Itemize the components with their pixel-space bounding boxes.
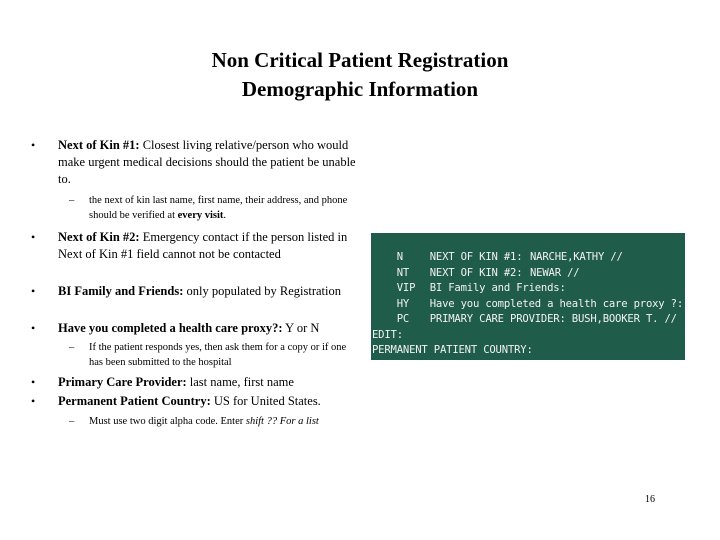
bullet-dot-icon: • — [31, 230, 36, 244]
bullet-label: Next of Kin #2: — [58, 230, 140, 244]
bullet-text: Emergency contact if the person listed in Next of Kin #1 field cannot not be contacted — [58, 230, 348, 261]
bullet-dot-icon: • — [31, 138, 36, 152]
bullet-primary-care-provider — [31, 374, 358, 391]
bullet-text: Y or N — [282, 321, 320, 335]
bullet-label: BI Family and Friends: — [58, 284, 184, 298]
bullet-text: Closest living relative/person who would make urgent medical decisions should the patient be unable to. — [58, 138, 356, 186]
bullet-permanent-country — [31, 393, 358, 410]
bullet-next-of-kin-2 — [31, 229, 358, 263]
terminal-label: NEXT OF KIN #1: — [429, 250, 523, 263]
bullet-dot-icon: • — [31, 284, 36, 298]
bullet-text: US for United States. — [210, 394, 321, 408]
sub-text-end: . — [223, 210, 227, 221]
terminal-value: NARCHE,KATHY // — [530, 250, 623, 263]
sub-bullet-next-of-kin-1 — [69, 193, 359, 223]
bullet-label: Have you completed a health care proxy?: — [58, 321, 283, 335]
bullet-text: only populated by Registration — [183, 284, 341, 298]
bullet-bi-family — [31, 283, 358, 300]
sub-text-bold: every visit — [177, 210, 224, 221]
sub-text: Must use two digit alpha code. Enter — [89, 416, 246, 427]
terminal-screen — [371, 233, 685, 360]
bullet-dot-icon: • — [31, 321, 36, 335]
terminal-code: HY — [396, 297, 410, 310]
sub-bullet-proxy — [69, 340, 359, 370]
sub-bullet-country — [69, 414, 359, 429]
bullet-label: Primary Care Provider: — [58, 375, 187, 389]
bullet-dot-icon: • — [31, 375, 36, 389]
bullet-label: Permanent Patient Country: — [58, 394, 211, 408]
bullet-health-care-proxy — [31, 320, 358, 337]
bullet-label: Next of Kin #1: — [58, 138, 140, 152]
terminal-label: NEXT OF KIN #2: — [429, 266, 523, 279]
page-number: 16 — [645, 494, 655, 505]
terminal-code: VIP — [396, 281, 416, 294]
dash-icon: – — [69, 195, 75, 206]
sub-text: the next of kin last name, first name, their address, and phone should be verified at — [89, 195, 348, 221]
dash-icon: – — [69, 416, 75, 427]
bullet-dot-icon: • — [31, 394, 36, 408]
sub-text: If the patient responds yes, then ask them for a copy or if one has been submitted to the hospital — [89, 342, 347, 368]
terminal-code: N — [396, 250, 403, 263]
terminal-edit-prompt[interactable]: EDIT: — [372, 329, 403, 341]
terminal-label: BI Family and Friends: — [429, 281, 566, 294]
terminal-label: PRIMARY CARE PROVIDER: BUSH,BOOKER T. // — [429, 312, 677, 325]
terminal-code: NT — [396, 266, 410, 279]
terminal-code: PC — [396, 312, 410, 325]
title-line-2: Demographic Information — [241, 77, 479, 101]
terminal-label: Have you completed a health care proxy ?: — [429, 297, 684, 310]
terminal-country-prompt[interactable]: PERMANENT PATIENT COUNTRY: — [372, 344, 533, 356]
title-line-1: Non Critical Patient Registration — [211, 48, 509, 72]
slide-title — [0, 46, 720, 104]
terminal-row — [372, 296, 677, 343]
bullet-text: last name, first name — [186, 375, 294, 389]
terminal-value: NEWAR // — [530, 266, 580, 279]
bullet-next-of-kin-1 — [31, 137, 358, 188]
sub-text-italic: shift ?? For a list — [245, 416, 319, 427]
dash-icon: – — [69, 342, 75, 353]
